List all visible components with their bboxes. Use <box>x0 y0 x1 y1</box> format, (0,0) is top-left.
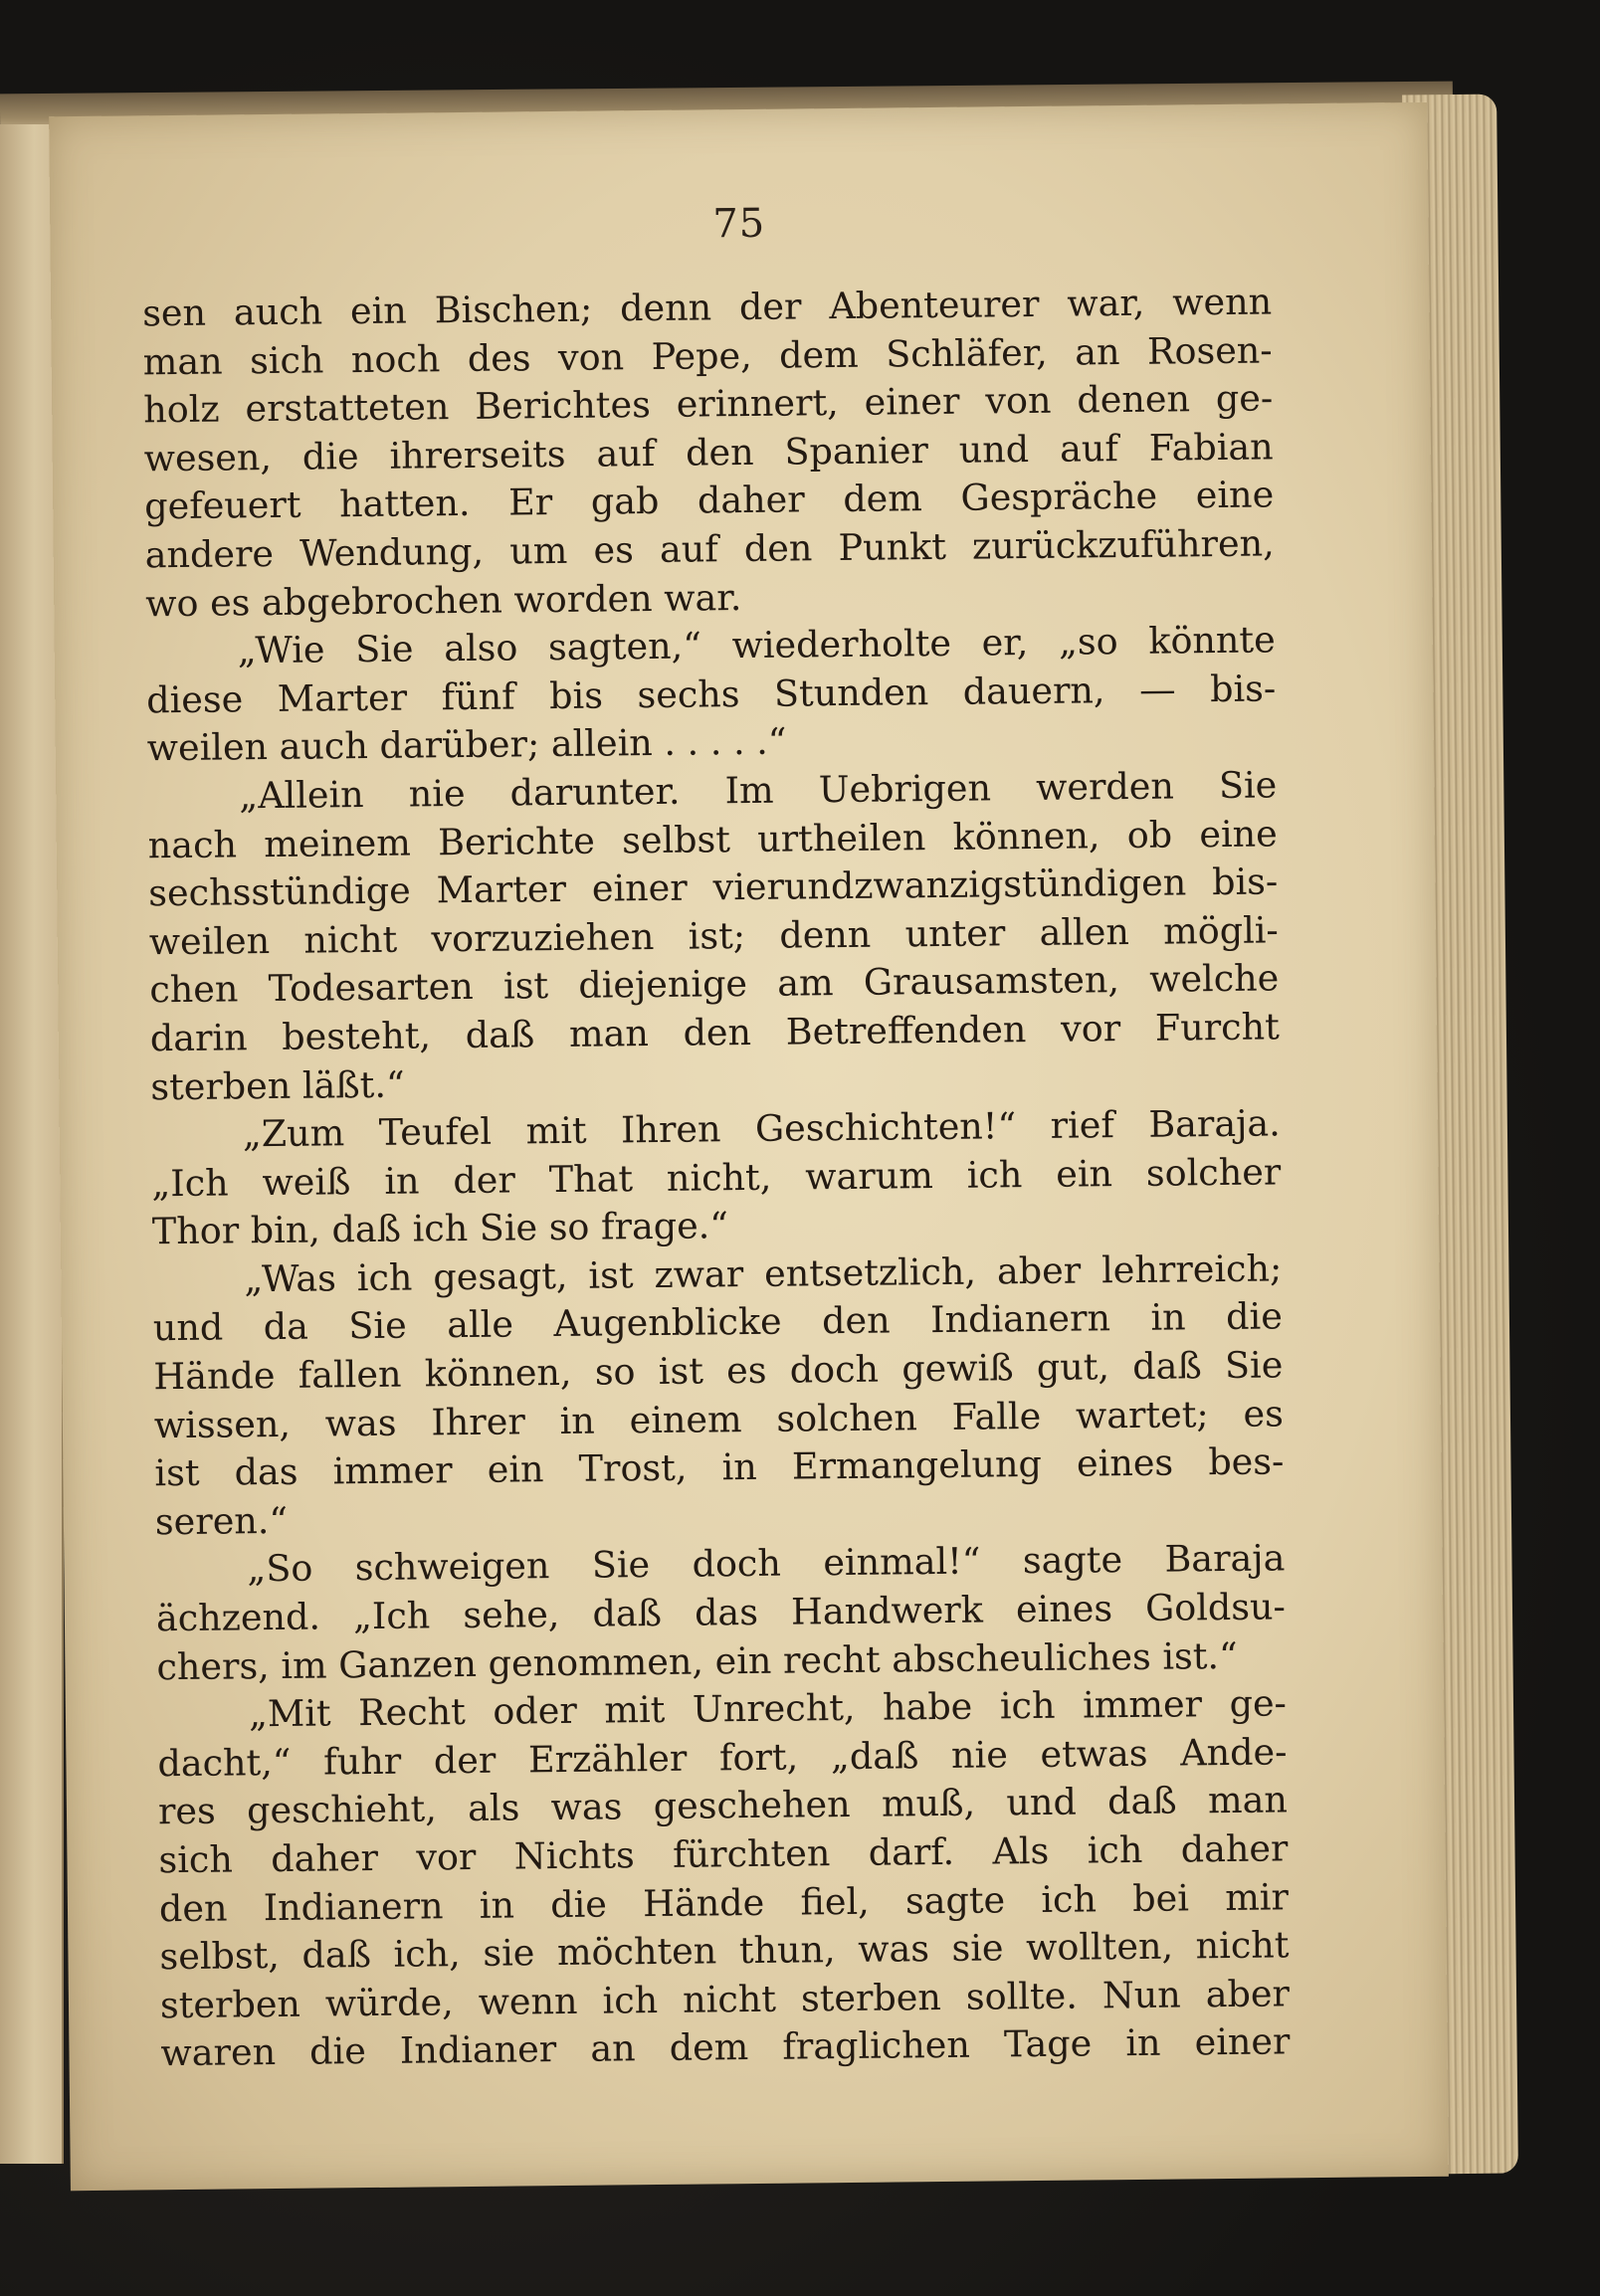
book-page <box>49 102 1449 2191</box>
text-line: res geschieht, als was geschehen muß, und daß man <box>157 1778 1289 1833</box>
text-line: darin besteht, daß man den Betreffenden vor Furcht <box>149 1005 1280 1060</box>
text-line: ächzend. „Ich sehe, daß das Handwerk eines Goldsu- <box>155 1585 1287 1640</box>
text-line: weilen auch darüber; allein . . . . .“ <box>146 719 787 770</box>
text-line: wo es abgebrochen worden war. <box>145 575 742 625</box>
text-line: seren.“ <box>154 1498 289 1544</box>
text-line: diese Marter fünf bis sechs Stunden dauern, — bis- <box>146 667 1277 722</box>
text-line: sich daher vor Nichts fürchten darf. Als ich daher <box>158 1826 1289 1882</box>
text-line: chers, im Ganzen genommen, ein recht abscheuliches ist.“ <box>156 1633 1238 1688</box>
text-line: wesen, die ihrerseits auf den Spanier und auf Fabian <box>143 425 1274 480</box>
page-number: 75 <box>712 200 766 248</box>
text-line: andere Wendung, um es auf den Punkt zurückzuführen, <box>144 521 1275 577</box>
text-line: chen Todesarten ist diejenige am Grausamsten, welche <box>149 956 1280 1012</box>
text-line: „So schweigen Sie doch einmal!“ sagte Baraja <box>247 1536 1286 1591</box>
text-line: Hände fallen können, so ist es doch gewiß gut, daß Sie <box>153 1343 1284 1399</box>
text-line: man sich noch des von Pepe, dem Schläfer, an Rosen- <box>142 328 1273 383</box>
text-line: nach meinem Berichte selbst urtheilen können, ob eine <box>147 811 1278 866</box>
text-line: sechsstündige Marter einer vierundzwanzigstündigen bis- <box>148 860 1279 915</box>
text-line: Thor bin, daß ich Sie so frage.“ <box>151 1204 729 1253</box>
text-line: „Mit Recht oder mit Unrecht, habe ich immer ge- <box>248 1681 1288 1736</box>
text-line: und da Sie alle Augenblicke den Indianern in die <box>152 1294 1284 1350</box>
text-line: gefeuert hatten. Er gab daher dem Gespräche eine <box>144 473 1275 528</box>
text-line: weilen nicht vorzuziehen ist; denn unter allen mögli- <box>148 908 1279 964</box>
text-line: ist das immer ein Trost, in Ermangelung eines bes- <box>154 1439 1285 1495</box>
text-line: den Indianern in die Hände fiel, sagte ich bei mir <box>158 1874 1290 1930</box>
text-line: wissen, was Ihrer in einem solchen Falle wartet; es <box>153 1392 1285 1446</box>
text-line: sterben läßt.“ <box>150 1062 405 1108</box>
text-line: „Zum Teufel mit Ihren Geschichten!“ rief Baraja. <box>242 1101 1282 1156</box>
text-line: „Allein nie darunter. Im Uebrigen werden Sie <box>239 763 1278 818</box>
text-line: selbst, daß ich, sie möchten thun, was sie wollten, nicht <box>159 1923 1290 1979</box>
text-line: „Was ich gesagt, ist zwar entsetzlich, aber lehrreich; <box>244 1246 1283 1301</box>
text-line: „Ich weiß in der That nicht, warum ich ein solcher <box>151 1150 1282 1205</box>
text-line: dacht,“ fuhr der Erzähler fort, „daß nie etwas Ande- <box>157 1730 1288 1786</box>
text-line: sen auch ein Bischen; denn der Abenteurer war, wenn <box>141 280 1273 335</box>
body-text <box>142 278 1291 2078</box>
text-line: waren die Indianer an dem fraglichen Tage in einer <box>160 2019 1291 2075</box>
text-line: „Wie Sie also sagten,“ wiederholte er, „so könnte <box>237 618 1276 672</box>
text-line: sterben würde, wenn ich nicht sterben sollte. Nun aber <box>159 1972 1291 2027</box>
text-line: holz erstatteten Berichtes erinnert, einer von denen ge- <box>142 376 1274 432</box>
